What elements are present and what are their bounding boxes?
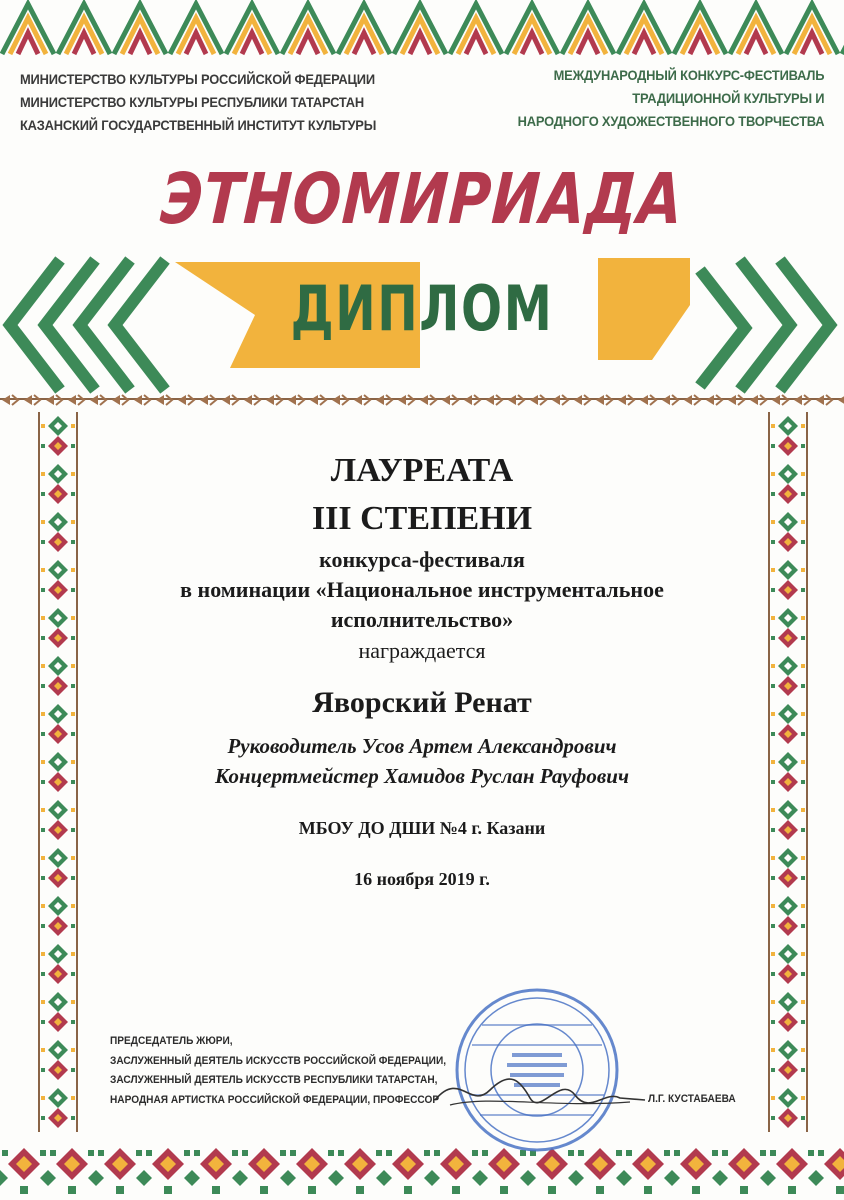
diploma-banner: ДИПЛОМ (290, 272, 554, 345)
organizer-line: МИНИСТЕРСТВО КУЛЬТУРЫ РЕСПУБЛИКИ ТАТАРСТАН (20, 94, 364, 110)
school-name: МБОУ ДО ДШИ №4 г. Казани (298, 818, 546, 838)
signature-scribble (430, 1060, 650, 1120)
credential-line: ПРЕДСЕДАТЕЛЬ ЖЮРИ, (110, 1035, 233, 1047)
right-border-ornament (768, 412, 808, 1132)
festival-title: ЭТНОМИРИАДА (158, 158, 686, 240)
recipient-name: Яворский Ренат (312, 686, 532, 719)
nomination-line: исполнительство» (330, 607, 514, 632)
organizer-line: КАЗАНСКИЙ ГОСУДАРСТВЕННЫЙ ИНСТИТУТ КУЛЬТУРЫ (20, 117, 377, 133)
award-degree: III СТЕПЕНИ (311, 500, 533, 537)
accompanist-line: Концертмейстер Хамидов Руслан Рауфович (215, 764, 629, 788)
arrow-divider (0, 392, 844, 408)
award-title: ЛАУРЕАТА (330, 452, 514, 489)
festival-subtitle-block (517, 64, 824, 133)
top-ornament (0, 0, 844, 58)
credential-line: ЗАСЛУЖЕННЫЙ ДЕЯТЕЛЬ ИСКУССТВ РЕСПУБЛИКИ ТАТАРСТАН, (110, 1074, 438, 1086)
credential-line: ЗАСЛУЖЕННЫЙ ДЕЯТЕЛЬ ИСКУССТВ РОССИЙСКОЙ ФЕДЕРАЦИИ, (110, 1054, 447, 1067)
organizers-block (20, 68, 376, 137)
nomination-line: в номинации «Национальное инструментальное (180, 577, 664, 602)
signatory-name: Л.Г. КУСТАБАЕВА (648, 1093, 736, 1105)
festival-subtitle-line: НАРОДНОГО ХУДОЖЕСТВЕННОГО ТВОРЧЕСТВА (517, 113, 824, 129)
award-line: конкурса-фестиваля (319, 547, 525, 572)
jury-chair-credentials (110, 1032, 446, 1110)
leader-line: Руководитель Усов Артем Александрович (227, 734, 617, 758)
left-border-ornament (38, 412, 78, 1132)
credential-line: НАРОДНАЯ АРТИСТКА РОССИЙСКОЙ ФЕДЕРАЦИИ, ПРОФЕССОР (110, 1093, 440, 1106)
bottom-ornament (0, 1140, 844, 1200)
festival-subtitle-line: ТРАДИЦИОННОЙ КУЛЬТУРЫ И (631, 90, 824, 106)
festival-subtitle-line: МЕЖДУНАРОДНЫЙ КОНКУРС-ФЕСТИВАЛЬ (553, 67, 824, 83)
award-date: 16 ноября 2019 г. (354, 869, 490, 889)
awarded-line: награждается (358, 638, 486, 663)
organizer-line: МИНИСТЕРСТВО КУЛЬТУРЫ РОССИЙСКОЙ ФЕДЕРАЦИИ (20, 71, 375, 87)
